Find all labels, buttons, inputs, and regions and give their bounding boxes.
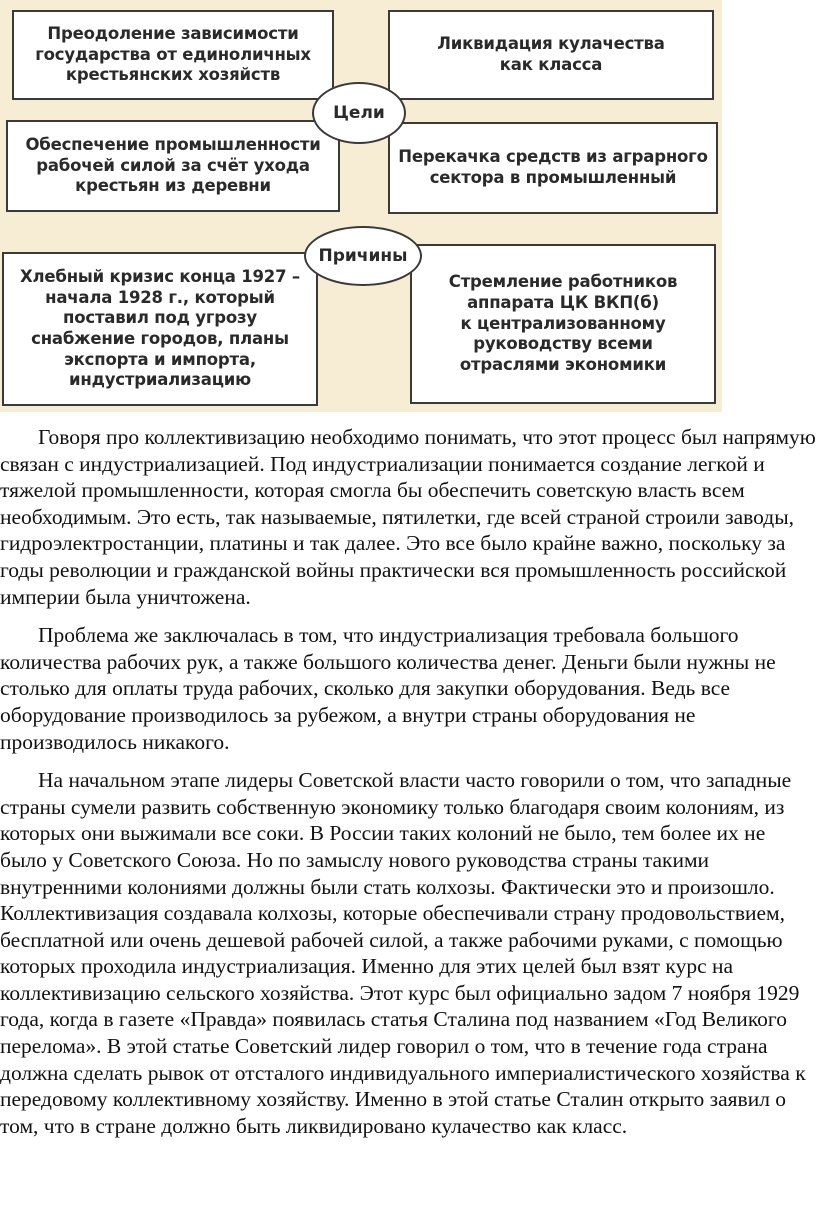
paragraph-1: Говоря про коллективизацию необходимо понимать, что этот процесс был напрямую связан с индустриализацией. Под индустриализации понимается создание легкой и тяжелой промышленности, которая смогла бы обеспечить советскую власть всем необходимым. Это есть, так называемые, пятилетки, где всей страной строили заводы, гидроэлектростанции, платины и так далее. Это все было крайне важно, поскольку за годы революции и гражданской войны практически вся промышленность российской империи была уничтожена.: [0, 425, 816, 609]
collectivization-diagram: [0, 0, 722, 412]
goal-box-3: Обеспечение промышленности рабочей силой за счёт ухода крестьян из деревни: [6, 120, 340, 212]
reasons-oval: Причины: [304, 226, 422, 286]
goal-box-1: Преодоление зависимости государства от единоличных крестьянских хозяйств: [12, 10, 334, 100]
paragraph-2: Проблема же заключалась в том, что индустриализация требовала большого количества рабочих рук, а также большого количества денег. Деньги были нужны не столько для оплаты труда рабочих, сколько для закупки оборудования. Ведь все оборудование производилось за рубежом, а внутри страны оборудования не производилось никакого.: [0, 623, 776, 754]
reason-box-1: Хлебный кризис конца 1927 – начала 1928 г., который поставил под угрозу снабжение городов, планы экспорта и импорта, индустриализацию: [2, 252, 318, 406]
goals-oval: Цели: [312, 82, 406, 144]
goal-box-4: Перекачка средств из аграрного сектора в промышленный: [388, 122, 718, 214]
reason-box-2: Стремление работников аппарата ЦК ВКП(б) к централизованному руководству всеми отраслями экономики: [410, 244, 716, 404]
article-text: [0, 424, 816, 1151]
goal-box-2: Ликвидация кулачества как класса: [388, 10, 714, 100]
paragraph-3: На начальном этапе лидеры Советской власти часто говорили о том, что западные страны сумели развить собственную экономику только благодаря своим колониям, из которых они выжимали все соки. В России таких колоний не было, тем более их не было у Советского Союза. Но по замыслу нового руководства страны такими внутренними колониями должны были стать колхозы. Фактически это и произошло. Коллективизация создавала колхозы, которые обеспечивали страну продовольствием, бесплатной или очень дешевой рабочей силой, а также рабочими руками, с помощью которых проходила индустриализация. Именно для этих целей был взят курс на коллективизацию сельского хозяйства. Этот курс был официально задом 7 ноября 1929 года, когда в газете «Правда» появилась статья Сталина под названием «Год Великого перелома». В этой статье Советский лидер говорил о том, что в течение года страна должна сделать рывок от отсталого индивидуального империалистического хозяйства к передовому коллективному хозяйству. Именно в этой статье Сталин открыто заявил о том, что в стране должно быть ликвидировано кулачество как класс.: [0, 768, 806, 1138]
